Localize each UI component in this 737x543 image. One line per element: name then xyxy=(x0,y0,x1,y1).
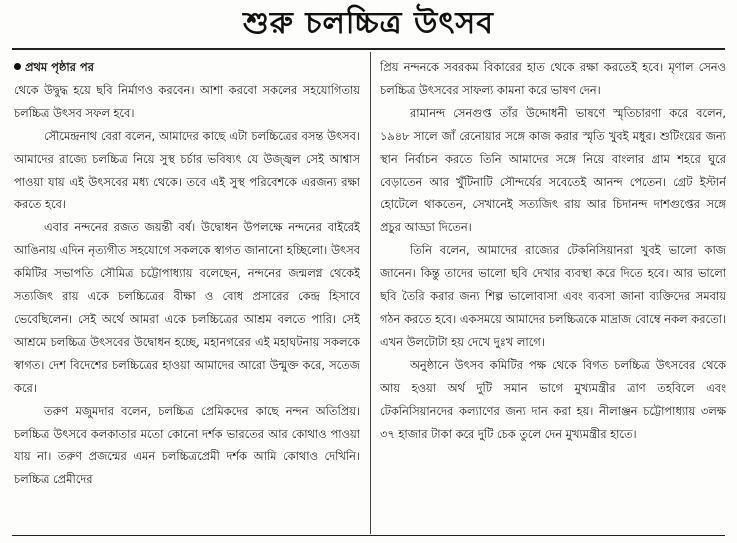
headline-rule xyxy=(12,48,725,50)
left-column xyxy=(14,56,360,534)
paragraph: থেকে উদ্বুদ্ধ হয়ে ছবি নির্মাণও করবেন। আশা করবো সকলের সহযোগিতায় চলচ্চিত্র উৎসব সফল হবে। xyxy=(14,82,360,120)
headline: শুরু চলচ্চিত্র উৎসব xyxy=(243,6,494,41)
paragraph: তরুণ মজুমদার বলেন, চলচ্চিত্র প্রেমিকদের কাছে নন্দন অতিপ্রিয়। চলচ্চিত্র উৎসবে কলকাতার মতো কোনো দর্শক ভারতের আর কোথাও পাওয়া যায় না। তরুণ প্রজন্মের এমন চলচ্চিত্রপ্রেমী দর্শক আমি কোথাও দেখিনি। চলচ্চিত্র প্রেমীদের xyxy=(14,403,360,487)
paragraph: এবার নন্দনের রজত জয়ন্তী বর্ষ। উদ্বোধন উপলক্ষে নন্দনের বাইরেই আঙিনায় এদিন নৃত্যগীত সহযোগে সকলকে স্বাগত জানানো হচ্ছিলো। উৎসব কমিটির সভাপতি সৌমিত্র চট্টোপাধ্যায় বলেছেন, নন্দনের জন্মলগ্ন থেকেই সত্যজিৎ রায় একে চলচ্চিত্রের বীক্ষা ও বোধ প্রসারের কেন্দ্র হিসাবে ভেবেছিলেন। সেই অর্থে আমরা একে চলচ্চিত্রের আশ্রম বলতে পারি। সেই আশ্রমে চলচ্চিত্র উৎসবের উদ্বোধন হচ্ছে, মহানগরের এই মহাঘটনায় সকলকে স্বাগত। দেশ বিদেশের চলচ্চিত্রের হাওয়া আমাদের আরো উন্মুক্ত করে, সতেজ করে। xyxy=(14,220,360,395)
paragraph: সৌমেন্দ্রনাথ বেরা বলেন, আমাদের কাছে এটা চলচ্চিত্রের বসন্ত উৎসব। আমাদের রাজ্যে চলচ্চিত্র নিয়ে সুস্থ চর্চার ভবিষ্যৎ যে উজ্জ্বল সেই আশ্বাস পাওয়া যায় এই উৎসবের মধ্য থেকে। তবে এই সুস্থ পরিবেশকে এরজন্য রক্ষা করতে হবে। xyxy=(14,128,360,212)
column-divider xyxy=(370,52,371,534)
paragraph: রামানন্দ সেনগুপ্ত তাঁর উদ্দোধনী ভাষণে স্মৃতিচারণা করে বলেন, ১৯৪৮ সালে জাঁ রেনোয়ার সঙ্গে কাজ করার স্মৃতি খুবই মধুর। শুটিংয়ের জন্য স্থান নির্বাচন করতে তিনি আমাদের সঙ্গে নিয়ে বাংলার গ্রাম শহরে ঘুরে বেড়াতেন আর খুঁটিনাটি সৌন্দর্যের সবেতেই আনন্দ পেতেন। গ্রেট ইস্টার্ন হোটেলে থাকতেন, সেখানেই সত্যজিৎ রায় আর চিদানন্দ দাশগুপ্তের সঙ্গে প্রচুর আড্ডা দিতেন। xyxy=(380,105,726,235)
bottom-rule xyxy=(12,535,725,536)
paragraph: তিনি বলেন, আমাদের রাজ্যের টেকনিসিয়ানরা খুবই ভালো কাজ জানেন। কিন্তু তাদের ভালো ছবি দেখার ব্যবস্থা করে দিতে হবে। আর ভালো ছবি তৈরি করার জন্য শিল্প ভালোবাসা এবং ব্যবসা জানা ব্যক্তিদের সমবায় গঠন করতে হবে। একসময়ে আমাদের চলচ্চিত্রকে মাদ্রাজ বোম্বে নকল করতো। এখন উলটোটা হয় দেখে দুঃখ লাগে। xyxy=(380,243,726,349)
paragraph: প্রিয় নন্দনকে সবরকম বিকারের হাত থেকে রক্ষা করতেই হবে। মৃণাল সেনও চলচ্চিত্র উৎসবের সাফল্য কামনা করে ভাষণ দেন। xyxy=(380,60,726,97)
bullet-icon xyxy=(14,63,21,70)
continued-from-text: প্রথম পৃষ্ঠার পর xyxy=(25,60,94,74)
right-column xyxy=(380,56,726,534)
continued-marker xyxy=(14,56,360,79)
paragraph: অনুষ্ঠানে উৎসব কমিটির পক্ষ থেকে বিগত চলচ্চিত্র উৎসবের থেকে আয় হওয়া অর্থ দুটি সমান ভাগে মুখ্যমন্ত্রীর ত্রাণ তহবিলে এবং টেকনিসিয়ানদের কল্যাণের জন্য দান করা হয়। নীলাঞ্জন চট্টোপাধ্যায় ৩লক্ষ ৩৭ হাজার টাকা করে দুটি চেক তুলে দেন মুখ্যমন্ত্রীর হাতে। xyxy=(380,357,726,441)
